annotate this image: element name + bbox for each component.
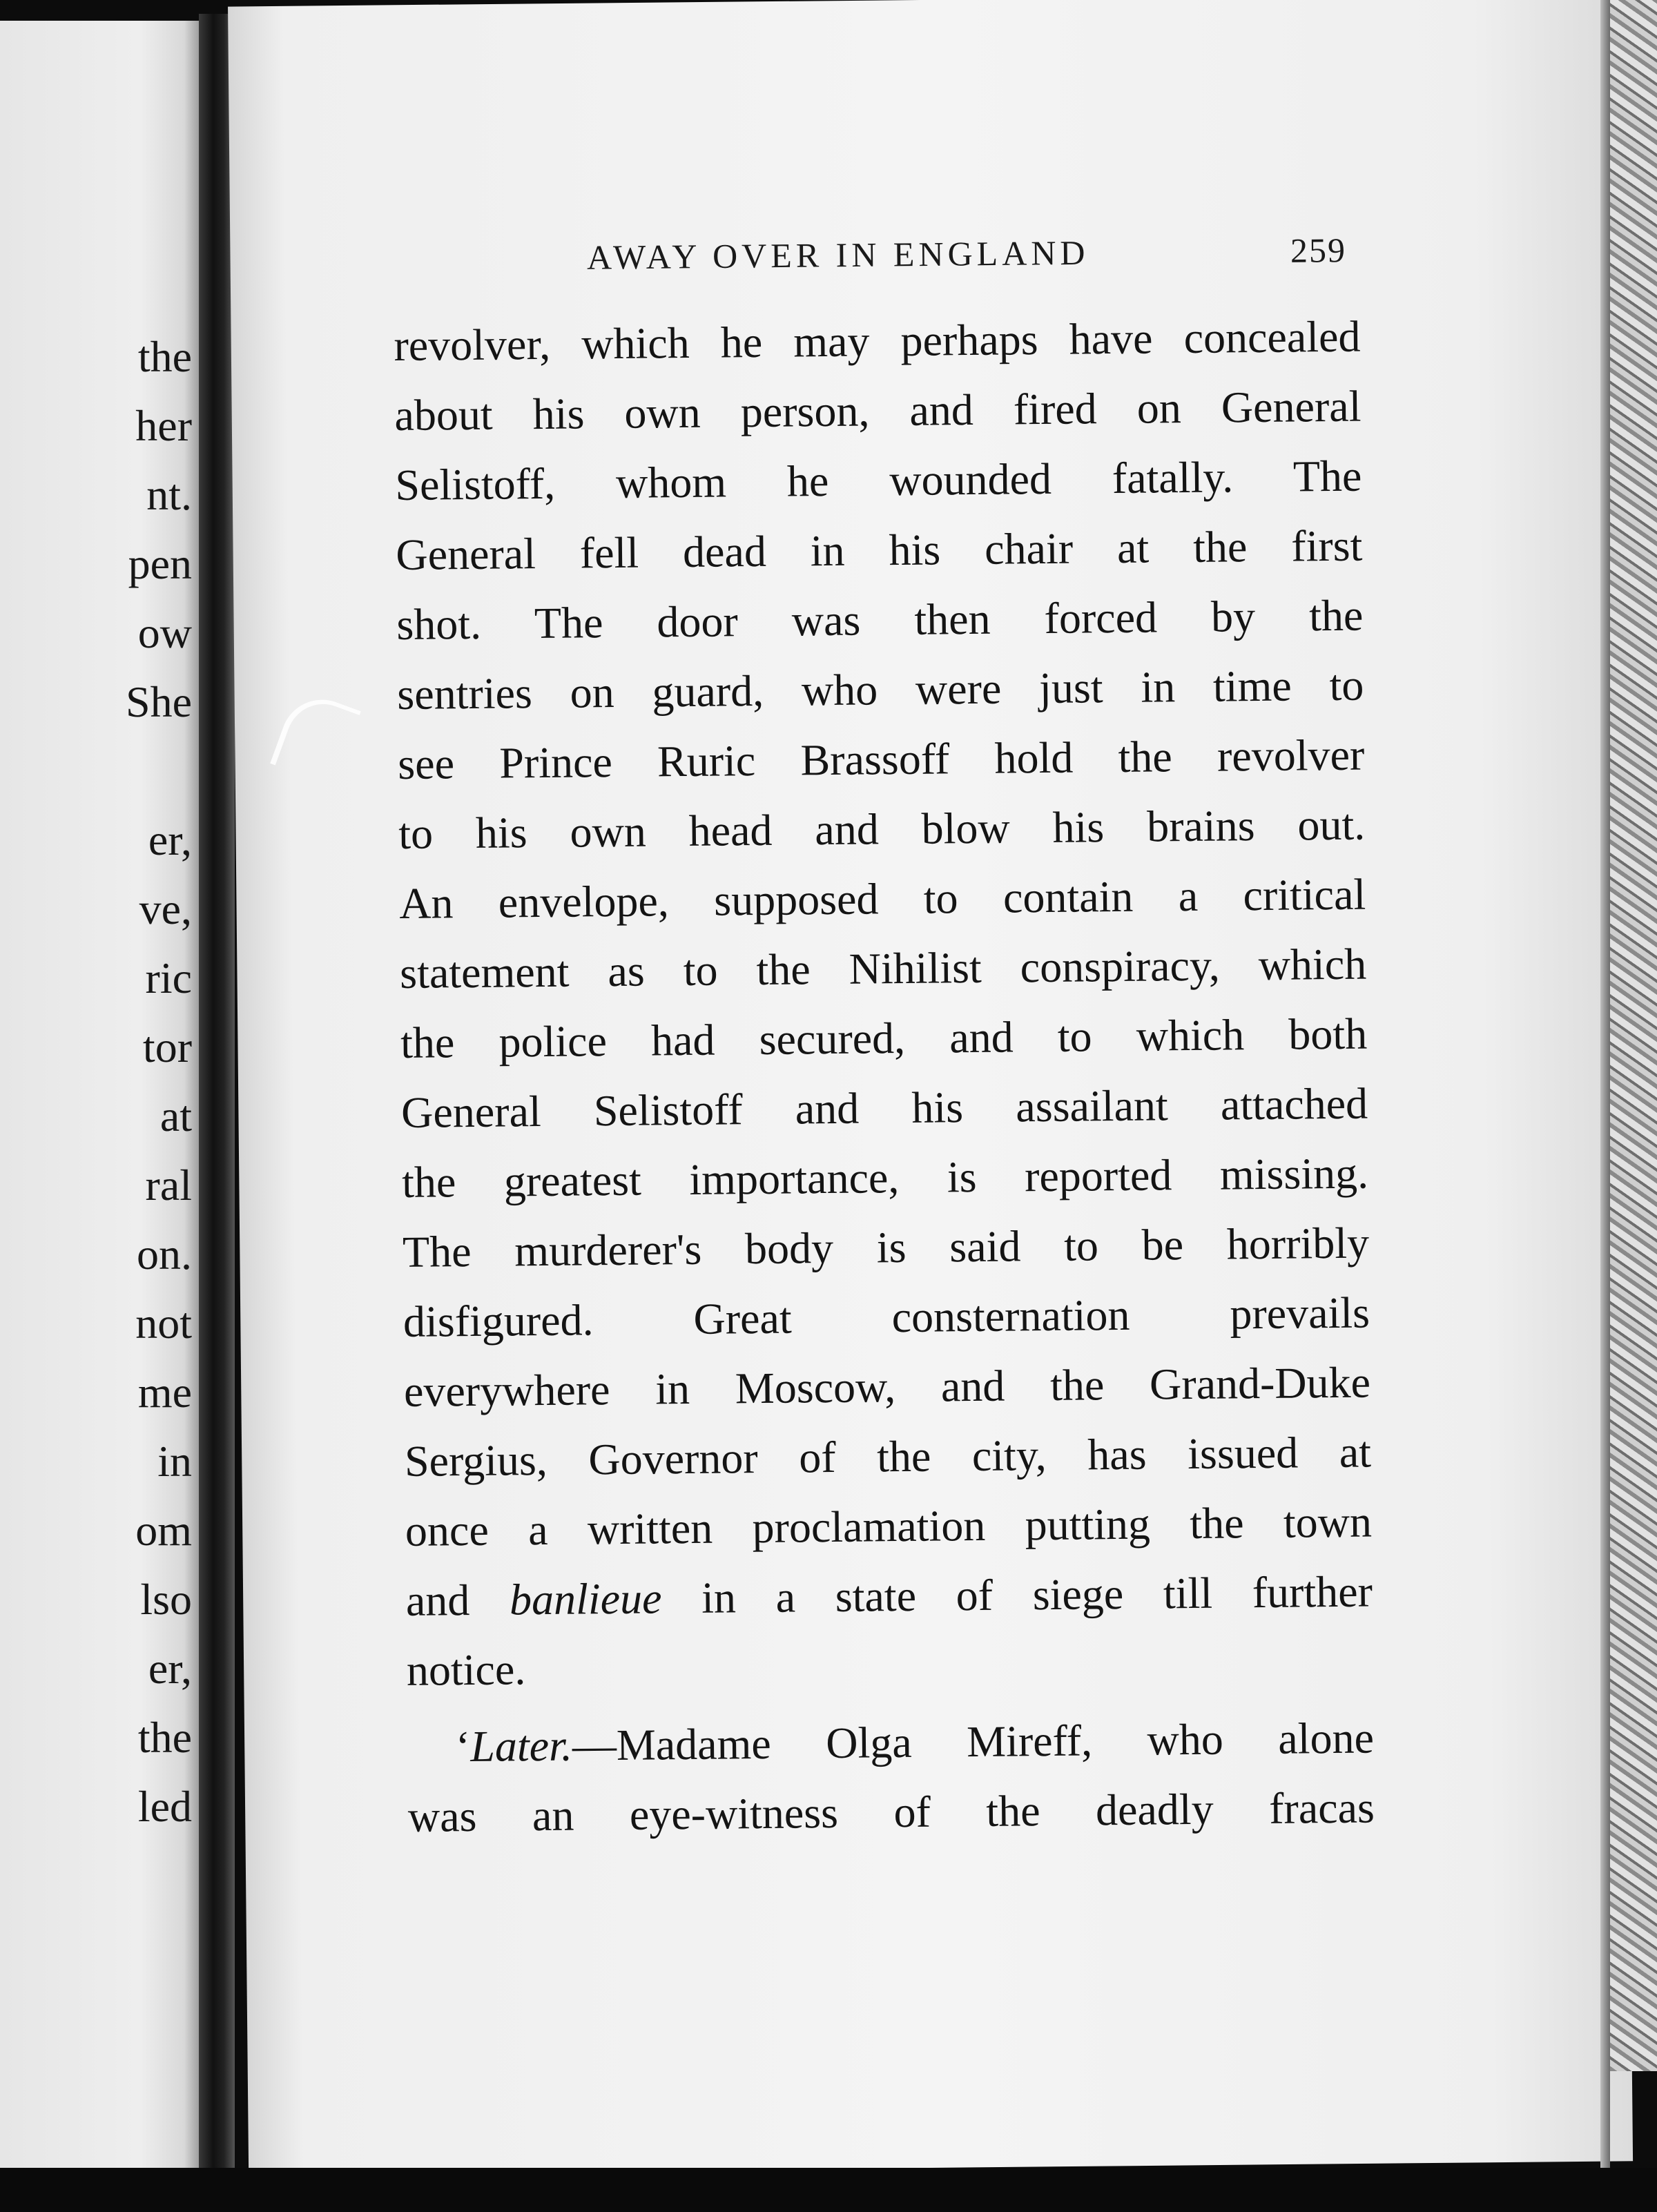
text-line-later — [407, 1702, 1374, 1781]
scan-bottom-border — [0, 2168, 1657, 2212]
left-page-line-fragment: me — [137, 1368, 192, 1417]
text-fragment: and — [405, 1575, 470, 1625]
body-text — [394, 302, 1375, 1852]
book-gutter — [199, 14, 235, 2182]
text-fragment: —Madame Olga Mireff, who alone — [572, 1713, 1375, 1770]
left-page-line-fragment: the — [137, 1713, 192, 1762]
text-line: about his own person, and fired on General — [394, 381, 1362, 440]
text-line: statement as to the Nihilist conspiracy, which — [399, 939, 1367, 998]
left-page-line-fragment: nt. — [146, 470, 192, 519]
opening-quote: ‘ — [455, 1722, 471, 1772]
left-page-line-fragment: on. — [137, 1230, 192, 1279]
page-number: 259 — [1290, 231, 1347, 270]
left-page-line-fragment: at — [159, 1092, 192, 1141]
left-page-line-fragment: tor — [142, 1022, 192, 1071]
text-fragment: in a state of siege till further — [701, 1566, 1373, 1622]
left-page-line-fragment: led — [137, 1782, 192, 1831]
left-page-line-fragment: om — [135, 1506, 192, 1555]
text-line: everywhere in Moscow, and the Grand-Duke — [403, 1357, 1371, 1416]
left-page-line-fragment: the — [137, 332, 192, 381]
left-page-line-fragment: er, — [148, 1644, 192, 1693]
text-line: the greatest importance, is reported missing. — [401, 1148, 1369, 1207]
text-line: An envelope, supposed to contain a critical — [398, 869, 1366, 928]
left-page-line-fragment: pen — [128, 539, 192, 588]
left-page-line-fragment: ric — [145, 953, 192, 1002]
text-line: The murderer's body is said to be horribly — [402, 1218, 1370, 1277]
left-page-line-fragment: er, — [148, 815, 192, 864]
left-page-line-fragment: ow — [137, 608, 192, 657]
left-page-line-fragment: ve, — [139, 884, 192, 933]
text-line: notice. — [406, 1645, 526, 1695]
text-line: see Prince Ruric Brassoff hold the revolver — [397, 730, 1365, 788]
running-title: AWAY OVER IN ENGLAND — [586, 233, 1089, 277]
text-line: Selistoff, whom he wounded fatally. The — [395, 451, 1362, 510]
text-line: revolver, which he may perhaps have concealed — [394, 311, 1361, 370]
facing-left-page — [0, 21, 200, 2175]
text-line: General Selistoff and his assailant attached — [400, 1078, 1368, 1137]
left-page-line-fragment: lso — [140, 1575, 192, 1624]
marbled-cover-edge — [1610, 0, 1657, 2071]
text-line: to his own head and blow his brains out. — [398, 799, 1366, 858]
left-page-line-fragment: her — [135, 401, 192, 450]
text-line: was an eye-witness of the deadly fracas — [407, 1783, 1375, 1841]
text-line: disfigured. Great consternation prevails — [403, 1288, 1370, 1346]
text-line: General fell dead in his chair at the first — [396, 521, 1363, 579]
page-edge — [1600, 0, 1610, 2182]
text-line: sentries on guard, who were just in time to — [396, 660, 1364, 719]
text-line: once a written proclamation putting the town — [405, 1497, 1373, 1555]
italic-word: banlieue — [509, 1573, 662, 1624]
left-page-line-fragment: not — [135, 1299, 192, 1348]
text-line: shot. The door was then forced by the — [396, 590, 1364, 649]
text-line-banlieue — [405, 1556, 1373, 1635]
italic-word: Later. — [469, 1720, 573, 1772]
left-page-line-fragment: ral — [145, 1161, 192, 1210]
text-line: Sergius, Governor of the city, has issued at — [404, 1427, 1372, 1486]
text-line: the police had secured, and to which both — [400, 1009, 1368, 1067]
left-page-line-fragment: in — [157, 1437, 192, 1486]
left-page-line-fragment: She — [126, 677, 192, 726]
